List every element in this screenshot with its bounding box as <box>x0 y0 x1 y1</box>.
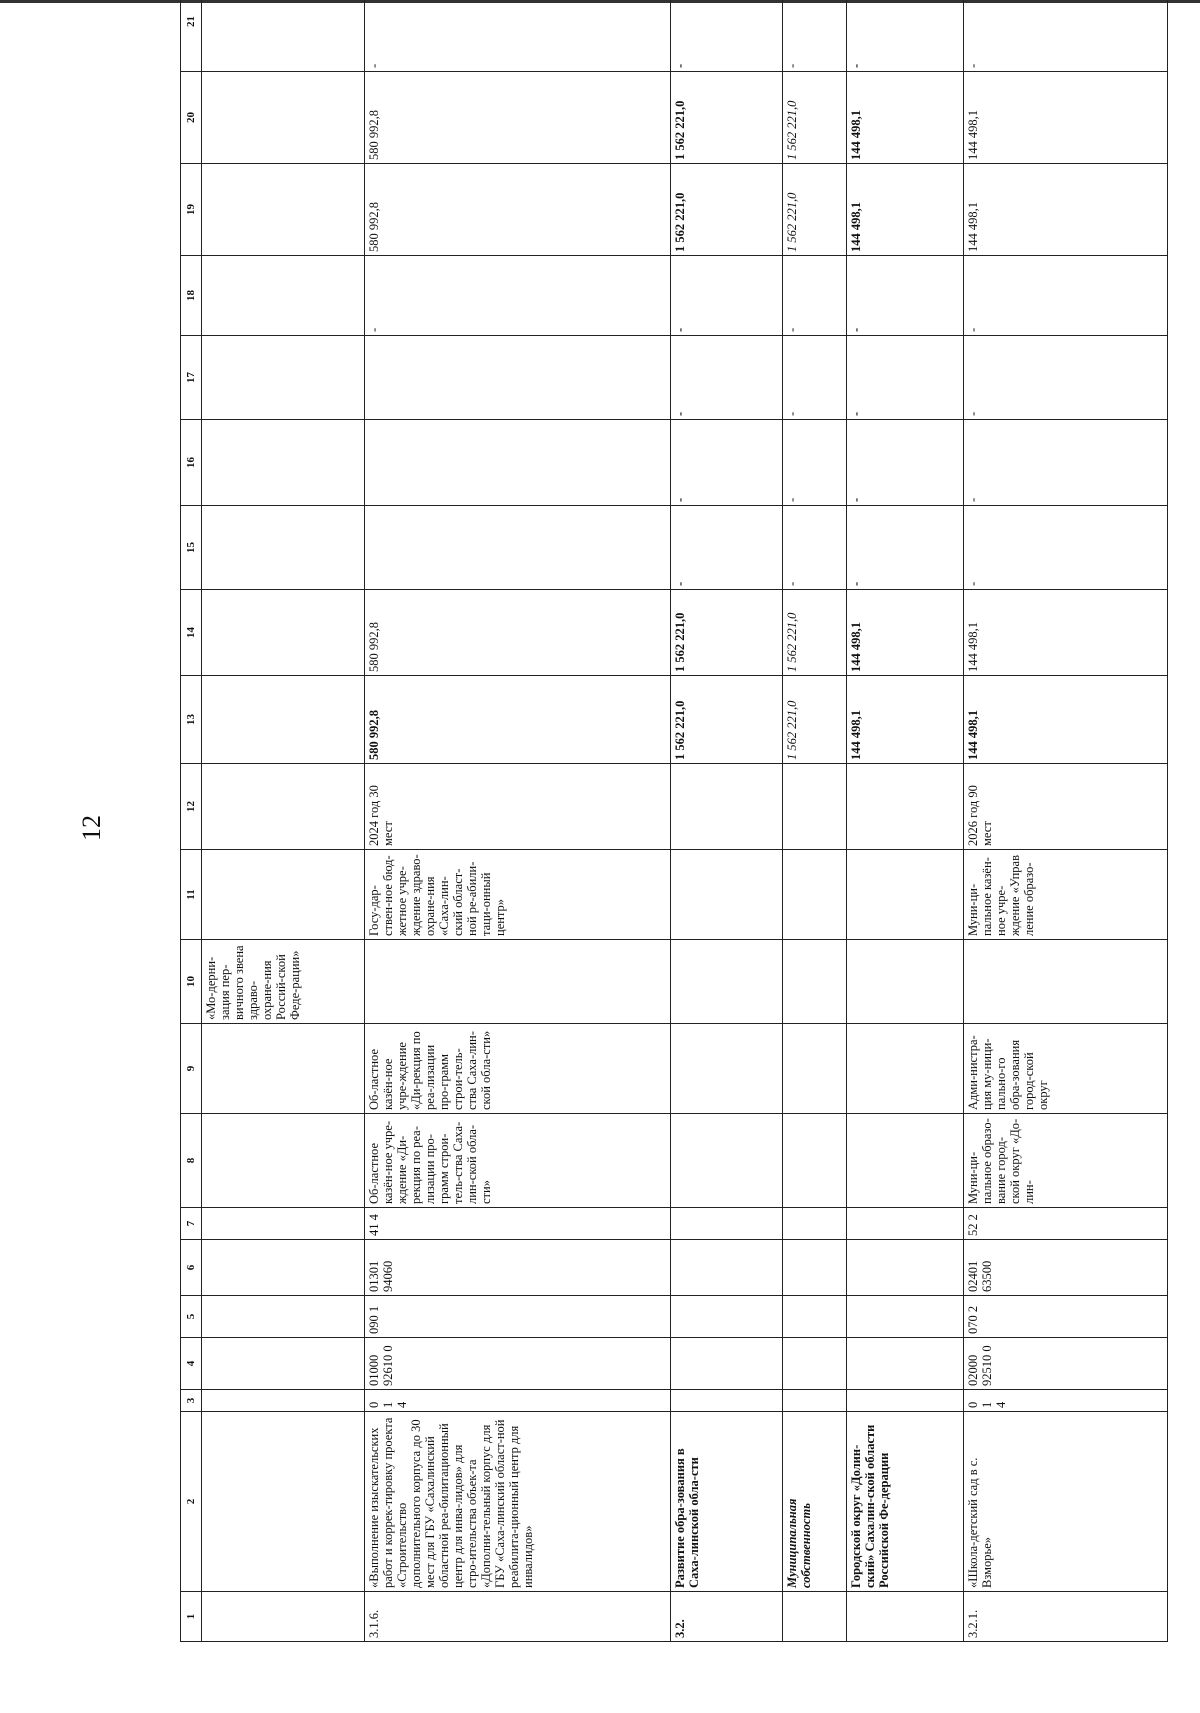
column-header-18: 18 <box>181 256 202 336</box>
cell-col-21: - <box>963 0 1167 72</box>
column-header-17: 17 <box>181 336 202 420</box>
column-header-14: 14 <box>181 590 202 676</box>
cell-col-15: - <box>846 506 963 590</box>
table-row <box>963 0 1167 1642</box>
cell-col-20: 1 562 221,0 <box>671 72 783 164</box>
cell-col-4 <box>671 1338 783 1390</box>
cell-col-20: 144 498,1 <box>963 72 1167 164</box>
cell-col-10: «Мо-дерни-зация пер-вичного звена здраво-охране-ния Россий-ской Феде-рации» <box>202 940 365 1024</box>
column-header-19: 19 <box>181 164 202 256</box>
cell-col-20: 1 562 221,0 <box>783 72 846 164</box>
cell-col-13: 1 562 221,0 <box>671 676 783 764</box>
cell-col-8 <box>202 1114 365 1208</box>
cell-col-4 <box>202 1338 365 1390</box>
cell-col-20: 580 992,8 <box>365 72 671 164</box>
cell-col-9: Об-ластное казён-ное учре-ждение «Ди-рекция по реа-лизации про-грамм строи-тель-ства Саха-лин-ской обла-сти» <box>365 1024 671 1114</box>
cell-col-13 <box>202 676 365 764</box>
cell-col-12: 2026 год 90 мест <box>963 764 1167 850</box>
cell-col-4: 01000 92610 0 <box>365 1338 671 1390</box>
cell-col-18: - <box>963 256 1167 336</box>
cell-col-19 <box>202 164 365 256</box>
table-row <box>202 0 365 1642</box>
cell-col-2: Муниципальная собственность <box>783 1412 846 1592</box>
column-header-1: 1 <box>181 1592 202 1642</box>
cell-col-9 <box>846 1024 963 1114</box>
cell-col-9 <box>202 1024 365 1114</box>
cell-col-15 <box>365 506 671 590</box>
cell-col-2: Городской округ «Долин-ский» Сахалин-ской области Российской Фе-дерации <box>846 1412 963 1592</box>
cell-col-15: - <box>783 506 846 590</box>
cell-col-14: 580 992,8 <box>365 590 671 676</box>
cell-col-12 <box>671 764 783 850</box>
cell-col-2: Развитие обра-зования в Саха-линской обла-сти <box>671 1412 783 1592</box>
cell-col-3 <box>202 1390 365 1412</box>
cell-col-4 <box>783 1338 846 1390</box>
cell-col-6: 02401 63500 <box>963 1240 1167 1296</box>
cell-col-8: Муни-ци-пальное образо-вание город-ской округ «До-лин- <box>963 1114 1167 1208</box>
cell-col-11 <box>783 850 846 940</box>
cell-col-4 <box>846 1338 963 1390</box>
cell-col-18: - <box>783 256 846 336</box>
cell-col-15 <box>202 506 365 590</box>
cell-col-10 <box>671 940 783 1024</box>
cell-col-21: - <box>846 0 963 72</box>
cell-col-12 <box>202 764 365 850</box>
cell-col-6 <box>671 1240 783 1296</box>
table-row <box>846 0 963 1642</box>
cell-col-18: - <box>671 256 783 336</box>
cell-col-5 <box>671 1296 783 1338</box>
cell-col-10 <box>365 940 671 1024</box>
cell-col-19: 580 992,8 <box>365 164 671 256</box>
cell-col-13: 1 562 221,0 <box>783 676 846 764</box>
cell-col-6: 01301 94060 <box>365 1240 671 1296</box>
budget-table <box>180 0 1168 1642</box>
cell-col-13: 580 992,8 <box>365 676 671 764</box>
column-header-4: 4 <box>181 1338 202 1390</box>
cell-col-3: 0 1 4 <box>963 1390 1167 1412</box>
table-area <box>180 16 1168 1642</box>
cell-col-15: - <box>671 506 783 590</box>
cell-col-7 <box>846 1208 963 1240</box>
cell-col-7 <box>783 1208 846 1240</box>
cell-col-6 <box>783 1240 846 1296</box>
cell-col-21: - <box>783 0 846 72</box>
cell-col-20: 144 498,1 <box>846 72 963 164</box>
cell-col-18 <box>202 256 365 336</box>
cell-col-14: 1 562 221,0 <box>671 590 783 676</box>
cell-col-2 <box>202 1412 365 1592</box>
header-row <box>181 0 202 1642</box>
cell-col-1 <box>846 1592 963 1642</box>
cell-col-11: Муни-ци-пальное казён-ное учре-ждение «Управ ление образо- <box>963 850 1167 940</box>
cell-col-19: 144 498,1 <box>963 164 1167 256</box>
cell-col-1 <box>783 1592 846 1642</box>
column-header-8: 8 <box>181 1114 202 1208</box>
cell-col-17 <box>365 336 671 420</box>
cell-col-11 <box>202 850 365 940</box>
column-header-3: 3 <box>181 1390 202 1412</box>
cell-col-8 <box>846 1114 963 1208</box>
column-header-16: 16 <box>181 420 202 506</box>
column-header-5: 5 <box>181 1296 202 1338</box>
cell-col-5 <box>846 1296 963 1338</box>
column-header-9: 9 <box>181 1024 202 1114</box>
cell-col-4: 02000 92510 0 <box>963 1338 1167 1390</box>
column-header-2: 2 <box>181 1412 202 1592</box>
cell-col-6 <box>202 1240 365 1296</box>
cell-col-8 <box>671 1114 783 1208</box>
cell-col-21: - <box>365 0 671 72</box>
table-row <box>365 0 671 1642</box>
column-header-10: 10 <box>181 940 202 1024</box>
cell-col-8 <box>783 1114 846 1208</box>
cell-col-14: 144 498,1 <box>846 590 963 676</box>
cell-col-5 <box>202 1296 365 1338</box>
column-header-6: 6 <box>181 1240 202 1296</box>
cell-col-16 <box>365 420 671 506</box>
cell-col-1: 3.2. <box>671 1592 783 1642</box>
cell-col-21: - <box>671 0 783 72</box>
cell-col-13: 144 498,1 <box>963 676 1167 764</box>
cell-col-5: 070 2 <box>963 1296 1167 1338</box>
column-header-15: 15 <box>181 506 202 590</box>
cell-col-12 <box>783 764 846 850</box>
cell-col-19: 1 562 221,0 <box>671 164 783 256</box>
cell-col-7: 52 2 <box>963 1208 1167 1240</box>
cell-col-1: 3.1.6. <box>365 1592 671 1642</box>
cell-col-7 <box>202 1208 365 1240</box>
cell-col-11: Госу-дар-ствен-ное бюд-жетное учре-ждение здраво-охране-ния «Саха-лин-ский област-ной ре-абили-таци-онный центр» <box>365 850 671 940</box>
cell-col-20 <box>202 72 365 164</box>
cell-col-10 <box>783 940 846 1024</box>
cell-col-21 <box>202 0 365 72</box>
table-row <box>671 0 783 1642</box>
cell-col-16 <box>202 420 365 506</box>
cell-col-8: Об-ластное казён-ное учре-ждение «Ди-рекция по реа-лизации про-грамм строи-тель-ства Саха-лин-ской обла-сти» <box>365 1114 671 1208</box>
table-body <box>202 0 1168 1642</box>
cell-col-10 <box>846 940 963 1024</box>
table-rotated-wrapper <box>180 16 1168 1642</box>
cell-col-18: - <box>365 256 671 336</box>
cell-col-1: 3.2.1. <box>963 1592 1167 1642</box>
cell-col-19: 144 498,1 <box>846 164 963 256</box>
cell-col-3: 0 1 4 <box>365 1390 671 1412</box>
cell-col-12 <box>846 764 963 850</box>
cell-col-17: - <box>783 336 846 420</box>
cell-col-10 <box>963 940 1167 1024</box>
column-header-21: 21 <box>181 0 202 72</box>
table-row <box>783 0 846 1642</box>
cell-col-16: - <box>846 420 963 506</box>
cell-col-3 <box>783 1390 846 1412</box>
cell-col-9 <box>783 1024 846 1114</box>
page-number: 12 <box>77 815 106 841</box>
cell-col-11 <box>671 850 783 940</box>
cell-col-1 <box>202 1592 365 1642</box>
cell-col-6 <box>846 1240 963 1296</box>
cell-col-14: 144 498,1 <box>963 590 1167 676</box>
cell-col-15: - <box>963 506 1167 590</box>
column-header-12: 12 <box>181 764 202 850</box>
cell-col-13: 144 498,1 <box>846 676 963 764</box>
column-header-20: 20 <box>181 72 202 164</box>
cell-col-2: «Школа-детский сад в с. Взморье» <box>963 1412 1167 1592</box>
cell-col-5: 090 1 <box>365 1296 671 1338</box>
cell-col-14: 1 562 221,0 <box>783 590 846 676</box>
column-header-13: 13 <box>181 676 202 764</box>
cell-col-9: Адми-нистра-ция му-ници-пально-го обра-зования город-ской округ <box>963 1024 1167 1114</box>
cell-col-18: - <box>846 256 963 336</box>
column-header-7: 7 <box>181 1208 202 1240</box>
cell-col-16: - <box>963 420 1167 506</box>
cell-col-3 <box>671 1390 783 1412</box>
cell-col-12: 2024 год 30 мест <box>365 764 671 850</box>
cell-col-14 <box>202 590 365 676</box>
cell-col-17 <box>202 336 365 420</box>
cell-col-17: - <box>963 336 1167 420</box>
cell-col-9 <box>671 1024 783 1114</box>
cell-col-17: - <box>671 336 783 420</box>
cell-col-16: - <box>783 420 846 506</box>
cell-col-7: 41 4 <box>365 1208 671 1240</box>
cell-col-5 <box>783 1296 846 1338</box>
cell-col-2: «Выполнение изыскательских работ и коррек-тировку проекта «Строительство дополнительного корпуса до 30 мест для ГБУ «Сахалинский областной реа-билитационный центр для инва-лидов» для стро-ительства объек-та «Дополни-тельный корпус для ГБУ «Саха-линский област-ной реабилита-ционный центр для инвалидов» <box>365 1412 671 1592</box>
cell-col-16: - <box>671 420 783 506</box>
cell-col-7 <box>671 1208 783 1240</box>
column-header-11: 11 <box>181 850 202 940</box>
cell-col-19: 1 562 221,0 <box>783 164 846 256</box>
cell-col-17: - <box>846 336 963 420</box>
cell-col-11 <box>846 850 963 940</box>
cell-col-3 <box>846 1390 963 1412</box>
